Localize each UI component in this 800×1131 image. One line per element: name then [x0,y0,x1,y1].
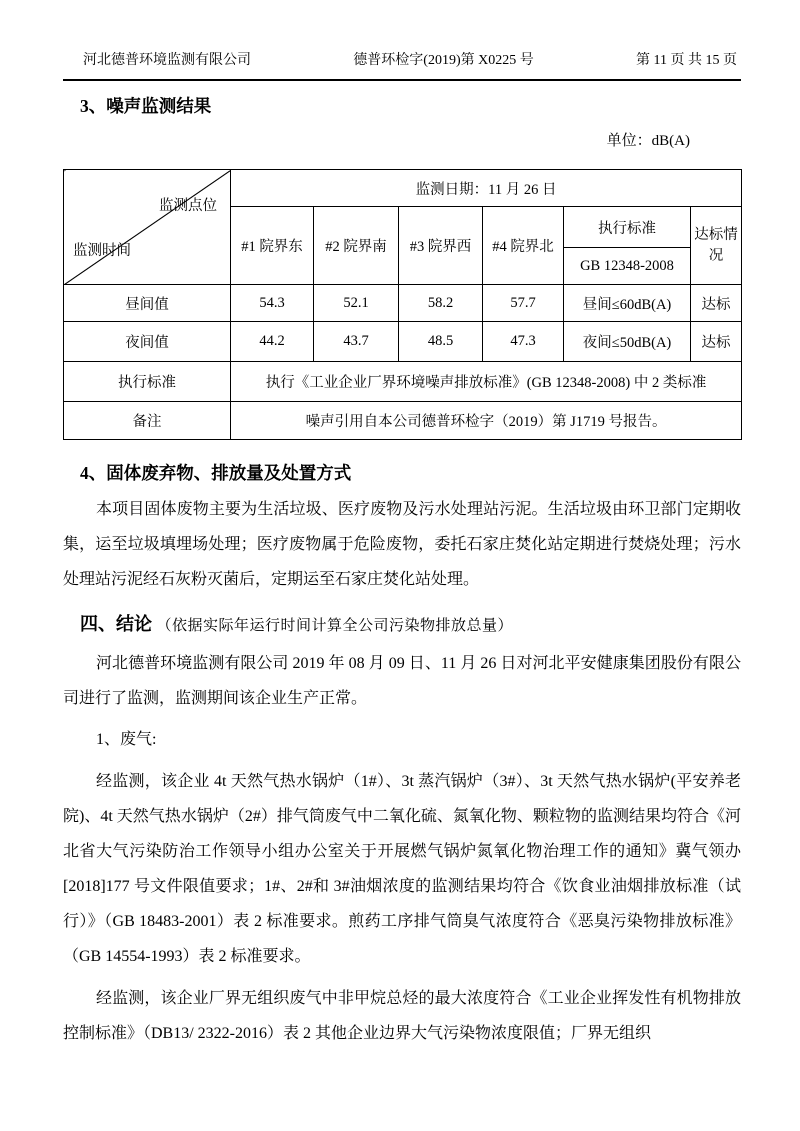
page-counter: 第 11 页 共 15 页 [636,53,737,68]
unit-label: 单位：dB(A) [606,133,690,149]
table-row-standard [64,362,742,402]
waste-gas-item-label: 1、废气: [96,731,157,748]
limit-cell: 夜间≤50dB(A) [564,322,691,362]
value-cell: 43.7 [314,322,399,362]
corner-label-time: 监测时间 [73,243,131,259]
conclusion-note: （依据实际年运行时间计算全公司污染物排放总量） [156,618,514,634]
value-cell: 48.5 [399,322,483,362]
limit-cell: 昼间≤60dB(A) [564,285,691,322]
page-header [63,52,741,81]
point-header-3: #3 院界西 [399,207,483,285]
section-4-heading: 4、固体废弃物、排放量及处置方式 [80,463,352,483]
value-cell: 54.3 [231,285,314,322]
conclusion-heading [80,611,741,639]
table-row-night [64,322,742,362]
table-row-remark [64,402,742,440]
compliance-header-cell: 达标情况 [691,207,742,285]
standard-row-value: 执行《工业企业厂界环境噪声排放标准》(GB 12348-2008) 中 2 类标准 [231,362,742,402]
point-header-4: #4 院界北 [483,207,564,285]
point-header-1: #1 院界东 [231,207,314,285]
conclusion-paragraph-2: 经监测，该企业 4t 天然气热水锅炉（1#）、3t 蒸汽锅炉（3#）、3t 天然气热水锅炉(平安养老院)、4t 天然气热水锅炉（2#）排气筒废气中二氧化硫、氮氧化物、颗粒物的监测结果均符合《河北省大气污染防治工作领导小组办公室关于开展燃气锅炉氮氧化物治理工作的通知》冀气领办[2018]177 号文件限值要求；1#、2#和 3#油烟浓度的监测结果均符合《饮食业油烟排放标准（试行）》（GB 18483-2001）表 2 标准要求。煎药工序排气筒臭气浓度符合《恶臭污染物排放标准》（GB 14554-1993）表 2 标准要求。 [63,773,741,965]
point-header-2: #2 院界南 [314,207,399,285]
remark-row-label: 备注 [64,402,231,440]
conclusion-title: 四、结论 [80,614,152,634]
noise-table [63,169,742,440]
standard-header-cell: 执行标准 [564,207,691,248]
remark-row-value: 噪声引用自本公司德普环检字（2019）第 J1719 号报告。 [231,402,742,440]
value-cell: 44.2 [231,322,314,362]
section-4-paragraph: 本项目固体废物主要为生活垃圾、医疗废物及污水处理站污泥。生活垃圾由环卫部门定期收集，运至垃圾填埋场处理；医疗废物属于危险废物，委托石家庄焚化站定期进行焚烧处理；污水处理站污泥经石灰粉灭菌后，定期运至石家庄焚化站处理。 [63,501,741,588]
corner-label-points: 监测点位 [159,198,217,214]
value-cell: 47.3 [483,322,564,362]
standard-row-label: 执行标准 [64,362,231,402]
row-label-cell: 夜间值 [64,322,231,362]
standard-code-cell: GB 12348-2008 [564,248,691,285]
value-cell: 57.7 [483,285,564,322]
section-3-heading: 3、噪声监测结果 [80,96,212,116]
doc-number: 德普环检字(2019)第 X0225 号 [353,53,534,68]
company-name: 河北德普环境监测有限公司 [83,53,251,68]
table-row-day [64,285,742,322]
corner-cell [64,170,231,285]
conclusion-paragraph-1: 河北德普环境监测有限公司 2019 年 08 月 09 日、11 月 26 日对河北平安健康集团股份有限公司进行了监测，监测期间该企业生产正常。 [63,655,741,707]
row-label-cell: 昼间值 [64,285,231,322]
value-cell: 52.1 [314,285,399,322]
date-header-cell: 监测日期：11 月 26 日 [231,170,742,207]
value-cell: 58.2 [399,285,483,322]
conclusion-paragraph-3: 经监测，该企业厂界无组织废气中非甲烷总烃的最大浓度符合《工业企业挥发性有机物排放控制标准》（DB13/ 2322-2016）表 2 其他企业边界大气污染物浓度限值；厂界无组织 [63,990,741,1042]
compliance-cell: 达标 [691,322,742,362]
compliance-cell: 达标 [691,285,742,322]
